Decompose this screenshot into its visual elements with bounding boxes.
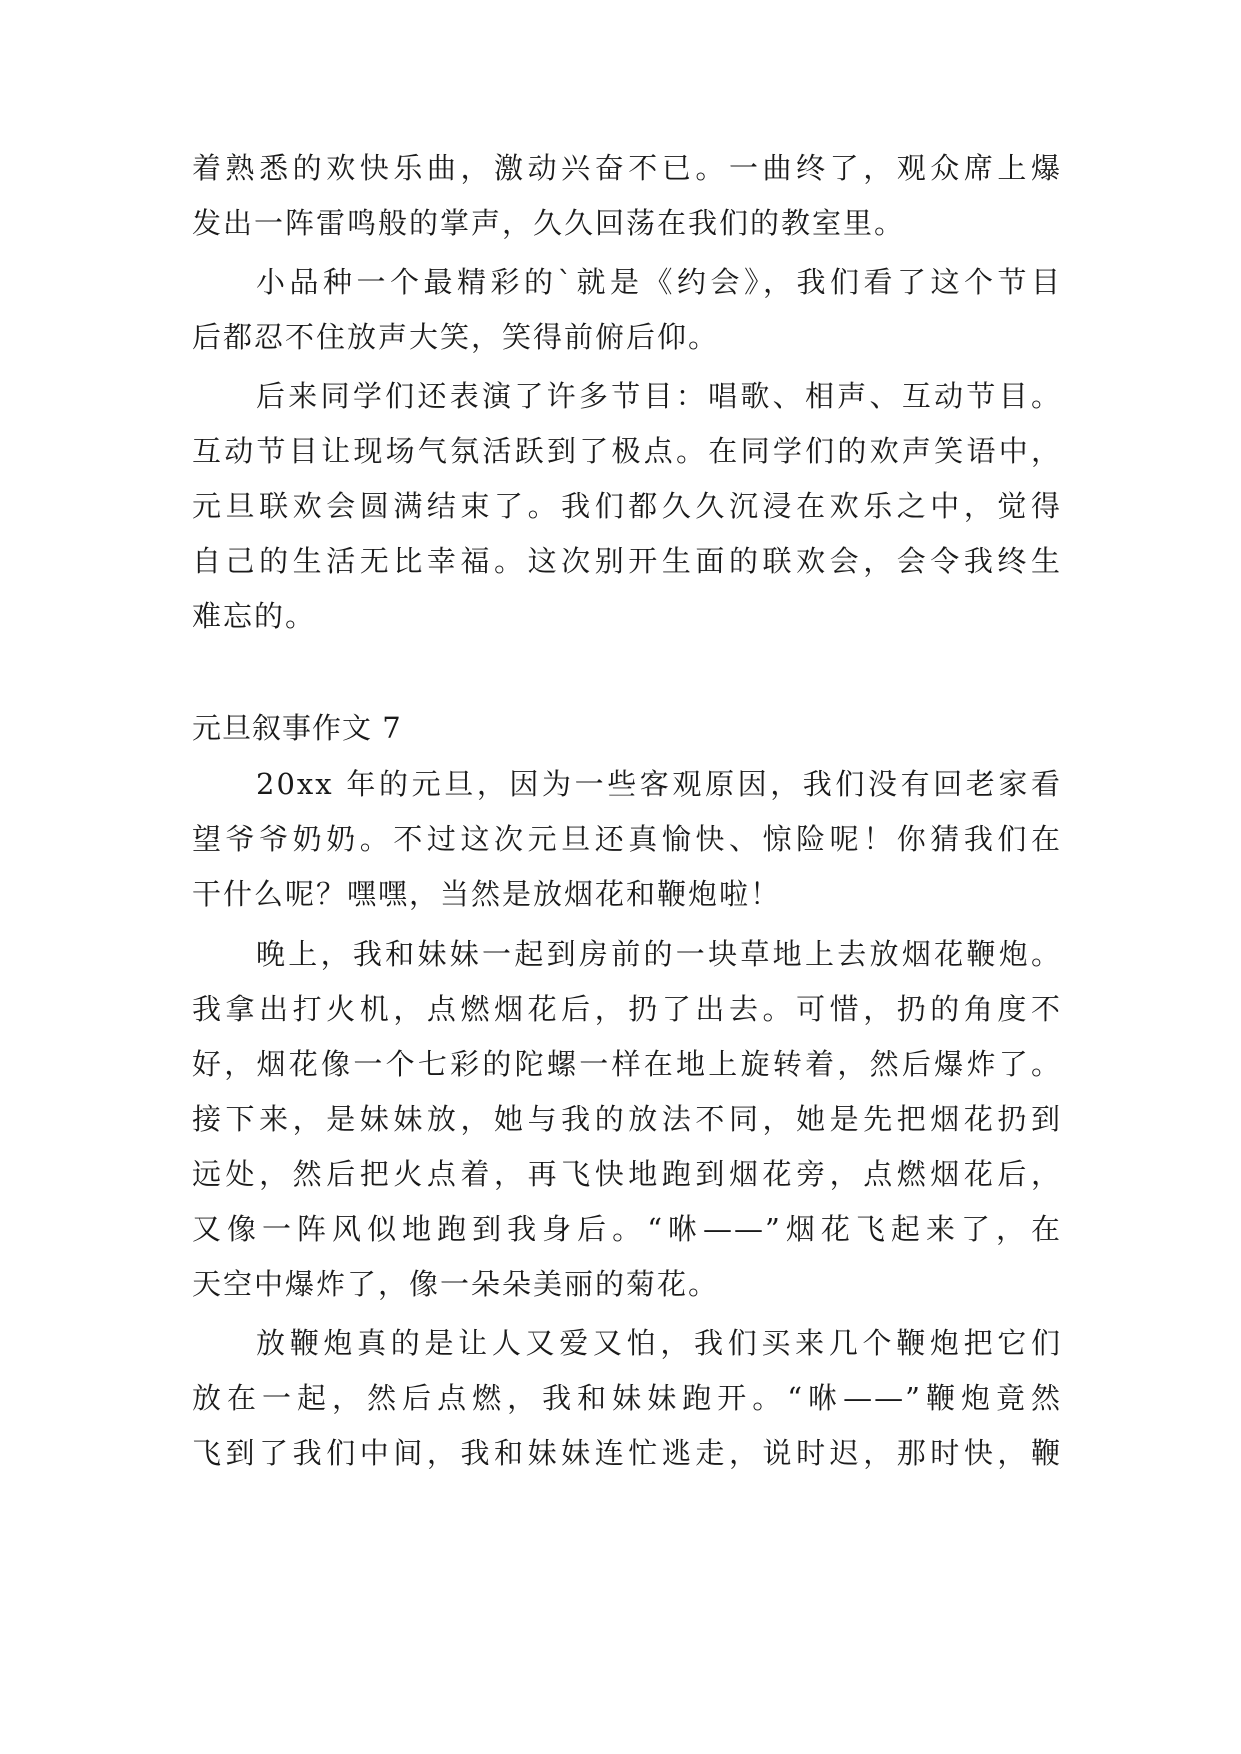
paragraph-line: 放鞭炮真的是让人又爱又怕，我们买来几个鞭炮把它们 xyxy=(256,1326,1062,1360)
paragraph-line: 天空中爆炸了，像一朵朵美丽的菊花。 xyxy=(192,1267,720,1301)
paragraph-line: 元旦联欢会圆满结束了。我们都久久沉浸在欢乐之中，觉得 xyxy=(192,489,1062,523)
paragraph-line: 小品种一个最精彩的`就是《约会》，我们看了这个节目 xyxy=(256,265,1062,299)
paragraph-line: 远处，然后把火点着，再飞快地跑到烟花旁，点燃烟花后， xyxy=(192,1157,1062,1191)
paragraph-line: 飞到了我们中间，我和妹妹连忙逃走，说时迟，那时快，鞭 xyxy=(192,1436,1062,1470)
paragraph-line: 又像一阵风似地跑到我身后。“咻——”烟花飞起来了，在 xyxy=(192,1212,1062,1246)
essay-heading: 元旦叙事作文 7 xyxy=(192,711,402,745)
paragraph-line: 接下来，是妹妹放，她与我的放法不同，她是先把烟花扔到 xyxy=(192,1102,1062,1136)
paragraph-line: 好，烟花像一个七彩的陀螺一样在地上旋转着，然后爆炸了。 xyxy=(192,1047,1062,1081)
paragraph-line: 互动节目让现场气氛活跃到了极点。在同学们的欢声笑语中， xyxy=(192,434,1062,468)
paragraph-line: 干什么呢？嘿嘿，当然是放烟花和鞭炮啦！ xyxy=(192,877,782,911)
paragraph-line: 望爷爷奶奶。不过这次元旦还真愉快、惊险呢！你猜我们在 xyxy=(192,822,1062,856)
paragraph-line: 后都忍不住放声大笑，笑得前俯后仰。 xyxy=(192,320,720,354)
paragraph-line: 自己的生活无比幸福。这次别开生面的联欢会，会令我终生 xyxy=(192,544,1062,578)
paragraph-line: 晚上，我和妹妹一起到房前的一块草地上去放烟花鞭炮。 xyxy=(256,937,1062,971)
paragraph-line: 放在一起，然后点燃，我和妹妹跑开。“咻——”鞭炮竟然 xyxy=(192,1381,1062,1415)
paragraph-line: 着熟悉的欢快乐曲，激动兴奋不已。一曲终了，观众席上爆 xyxy=(192,151,1062,185)
paragraph-line: 发出一阵雷鸣般的掌声，久久回荡在我们的教室里。 xyxy=(192,206,906,240)
paragraph-line: 后来同学们还表演了许多节目：唱歌、相声、互动节目。 xyxy=(256,379,1062,413)
paragraph-line: 20xx 年的元旦，因为一些客观原因，我们没有回老家看 xyxy=(256,767,1062,801)
paragraph-line: 难忘的。 xyxy=(192,599,317,633)
paragraph-line: 我拿出打火机，点燃烟花后，扔了出去。可惜，扔的角度不 xyxy=(192,992,1062,1026)
